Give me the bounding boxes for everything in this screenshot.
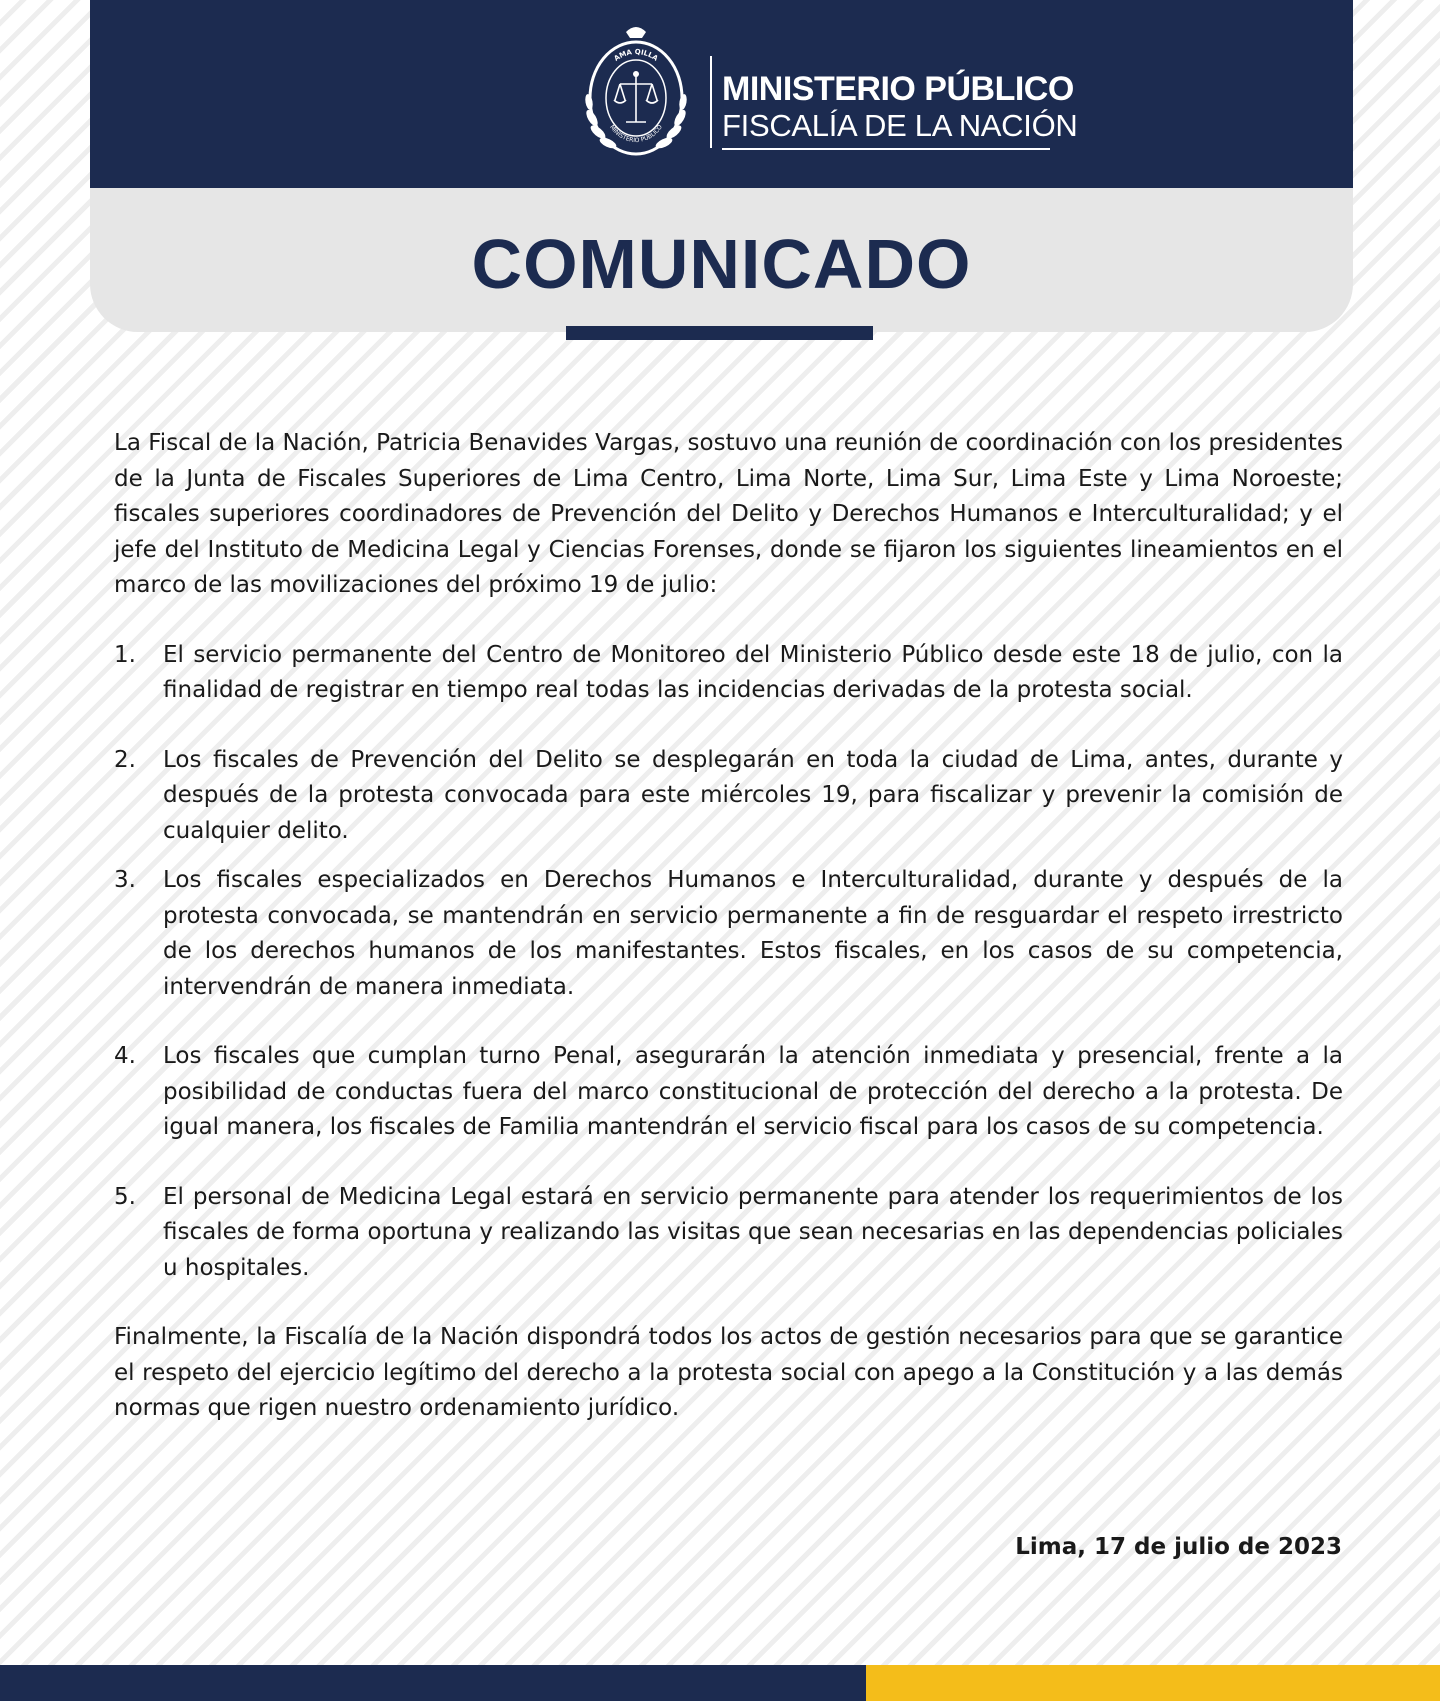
list-item [114, 638, 1343, 709]
page-title: COMUNICADO [471, 225, 972, 303]
list-item [114, 1039, 1343, 1146]
list-item-number: 2. [114, 746, 136, 773]
brand-underline [722, 148, 1050, 150]
title-band [90, 188, 1353, 332]
logo [490, 18, 1078, 173]
list-item [114, 1180, 1343, 1287]
list-item-text: Los fiscales especializados en Derechos Humanos e Interculturalidad, durante y después de la protesta convocada, se mantendrán en servicio permanente a fin de resguardar el respeto irrestricto de los derechos humanos de los manifestantes. Estos fiscales, en los casos de su competencia, intervendrán de manera inmediata. [163, 867, 1343, 1000]
list-item-number: 3. [114, 867, 136, 893]
intro-paragraph: La Fiscal de la Nación, Patricia Benavides Vargas, sostuvo una reunión de coordinación con los presidentes de la Junta de Fiscales Superiores de Lima Centro, Lima Norte, Lima Sur, Lima Este y Lima Noroeste; fiscales superiores coordinadores de Prevención del Delito y Derechos Humanos e Interculturalidad; y el jefe del Instituto de Medicina Legal y Ciencias Forenses, donde se fijaron los siguientes lineamientos en el marco de las movilizaciones del próximo 19 de julio: [114, 430, 1343, 598]
list-item-number: 5. [114, 1183, 136, 1210]
svg-text:AMA QILLA: AMA QILLA [612, 47, 660, 63]
closing-paragraph: Finalmente, la Fiscalía de la Nación dispondrá todos los actos de gestión necesarios para que se garantice el respeto del ejercicio legítimo del derecho a la protesta social con apego a la Constitución y a las demás normas que rigen nuestro ordenamiento jurídico. [114, 1324, 1343, 1421]
footer-bar-navy [0, 1665, 866, 1701]
brand-name: MINISTERIO PÚBLICO [722, 70, 1074, 108]
footer-bar-yellow [866, 1665, 1440, 1701]
list-item-text: Los fiscales que cumplan turno Penal, asegurarán la atención inmediata y presencial, frente a la posibilidad de conductas fuera del marco constitucional de protección del derecho a la protesta. De igual manera, los fiscales de Familia mantendrán el servicio fiscal para los casos de su competencia. [163, 1043, 1343, 1140]
guidelines-list [114, 638, 1343, 1287]
list-item-number: 4. [114, 1043, 136, 1069]
list-item-text: Los fiscales de Prevención del Delito se desplegarán en toda la ciudad de Lima, antes, durante y después de la protesta convocada para este miércoles 19, para fiscalizar y prevenir la comisión de cualquier delito. [163, 746, 1343, 844]
place-date-signature: Lima, 17 de julio de 2023 [1015, 1534, 1342, 1560]
svg-text:MINISTERIO PÚBLICO: MINISTERIO PÚBLICO [608, 123, 664, 145]
logo-divider [710, 56, 712, 148]
list-item [114, 863, 1343, 1005]
brand-subtitle: FISCALÍA DE LA NACIÓN [722, 108, 1078, 143]
list-item [114, 743, 1343, 850]
title-underline-bar [566, 326, 873, 340]
list-item-number: 1. [114, 641, 136, 668]
communique-body [114, 426, 1343, 1427]
header-band [90, 0, 1353, 188]
list-item-text: El servicio permanente del Centro de Monitoreo del Ministerio Público desde este 18 de julio, con la finalidad de registrar en tiempo real todas las incidencias derivadas de la protesta social. [163, 641, 1343, 703]
ministerio-publico-seal-icon [580, 22, 692, 170]
list-item-text: El personal de Medicina Legal estará en servicio permanente para atender los requerimientos de los fiscales de forma oportuna y realizando las visitas que sean necesarias en las dependencias policiales u hospitales. [163, 1183, 1343, 1281]
